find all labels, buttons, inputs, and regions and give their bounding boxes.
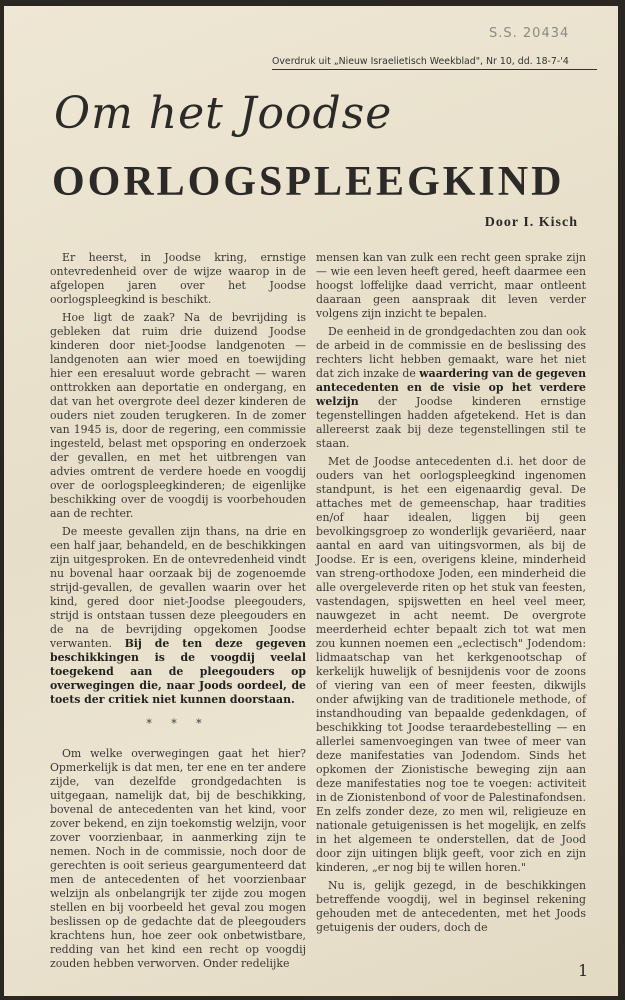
text: Met de Joodse antecedenten d.i. het door de ouders van het oorlogspleegkind ingenomen standpunt, is het een eigenaardig geval. De attaches met de gemeenschap, haar tradities en/of haar idealen, liggen bij geen bevolkingsgroep zo wonderlijk gevariëerd, naar aantal en aard van uitingsvormen, als bij de Joodse. Er is een, overigens kleine, minderheid van streng-orthodoxe Joden, een minderheid die alle overgeleverde riten op het stuk van feesten, vastendagen, spijswetten en heel veel meer, nauwgezet in acht neemt. De overgrote meerderheid echter bepaalt zich tot wat men zou kunnen noemen een „eclectisch" Jodendom: lidmaatschap van het kerkgenootschap of kerkelijk huwelijk of besnijdenis voor de zoons of viering van een of meer feesten, dikwijls onder afwijking van de traditionele methode, of instandhouding van bepaalde gedenkdagen, of beschikking tot Joodse teraardebestelling — en allerlei samenvoegingen van twee of meer van deze manifestaties van Jodendom. Sinds het opkomen der Zionistische beweging zijn aan deze manifestaties nog toe te voegen: activiteit in de Zionistenbond of voor de Palestinafondsen. En zelfs zonder deze, zo men wil, religieuze en nationale getuigenissen is het mogelijk, en zelfs in het algemeen te onderstellen, dat de Jood door zijn uitingen blijk geeft, voor zich en zijn kinderen, „er nog bij te willen horen." xyxy=(316,455,586,874)
title-line-1: Om het Joodse xyxy=(54,88,393,139)
paragraph xyxy=(316,455,586,875)
text: Hoe ligt de zaak? Na de bevrijding is gebleken dat ruim drie duizend Joodse kinderen door niet-Joodse landgenoten — landgenoten aan wier moed en toewijding hier een eresaluut worde gebracht — waren onttrokken aan deportatie en ondergang, en dat van het overgrote deel dezer kinderen de ouders niet zouden terugkeren. In de zomer van 1945 is, door de regering, een commissie ingesteld, belast met opsporing en onderzoek der gevallen, en met het uitbrengen van advies omtrent de verdere hoede en voogdij over de oorlogspleegkinderen; de eigenlijke beschikking over de voogdij is voorbehouden aan de rechter. xyxy=(50,311,306,520)
right-column xyxy=(316,251,586,935)
paragraph xyxy=(316,879,586,935)
text: Nu is, gelijk gezegd, in de beschikkingen betreffende voogdij, wel in beginsel rekening gehouden met de antecedenten, met het Joods getuigenis der ouders, doch de xyxy=(316,879,586,934)
text: De eenheid in de grondgedachten zou dan ook de arbeid in de commissie en de beslissing des rechters licht hebben gemaakt, ware het niet dat zich inzake de xyxy=(316,325,586,380)
author-byline: Door I. Kisch xyxy=(484,215,578,230)
bold-text: waardering van de gegeven antecedenten en de visie op het verdere welzijn xyxy=(316,367,586,408)
paragraph xyxy=(316,325,586,451)
paragraph xyxy=(50,525,306,707)
page-number: 1 xyxy=(578,961,589,980)
paragraph xyxy=(316,251,586,321)
left-column xyxy=(50,251,306,971)
bold-text: Bij de ten deze gegeven beschikkingen is de voogdij veelal toegekend aan de pleegouders op overwegingen die, naar Joods oordeel, de toets der critiek niet kunnen doorstaan. xyxy=(50,637,306,706)
archive-number: S.S. 20434 xyxy=(489,26,570,41)
section-break: * * * xyxy=(146,717,210,730)
text: De meeste gevallen zijn thans, na drie en een half jaar, behandeld, en de beschikkingen zijn uitgesproken. En de ontevredenheid vindt nu bovenal haar oorzaak bij de zogenoemde strijd-gevallen, de gevallen waarin over het kind, gered door niet-Joodse pleegouders, strijd is ontstaan tussen deze pleegouders en de na de bevrijding opgekomen Joodse verwanten. xyxy=(50,525,306,650)
text: Om welke overwegingen gaat het hier? Opmerkelijk is dat men, ter ene en ter andere zijde, van dezelfde grondgedachten is uitgegaan, namelijk dat, bij de beschikking, bovenal de antecedenten van het kind, voor zover bekend, en zijn toekomstig welzijn, voor zover voorzienbaar, in aanmerking zijn te nemen. Noch in de commissie, noch door de gerechten is ooit serieus geargumenteerd dat men de antecedenten of het voorzienbaar welzijn als onbelangrijk ter zijde zou mogen stellen en bij voorbeeld het geval zou mogen beslissen op de gedachte dat de pleegouders krachtens hun, hoe zeer ook onbetwistbare, redding van het kind een recht op voogdij zouden hebben verworven. Onder redelijke xyxy=(50,747,306,970)
title-line-2: OORLOGSPLEEGKIND xyxy=(52,159,565,205)
text: mensen kan van zulk een recht geen sprake zijn — wie een leven heeft gered, heeft daarmee een hoogst loffelijke daad verricht, maar ontleent daaraan geen aanspraak dit leven verder volgens zijn inzicht te bepalen. xyxy=(316,251,586,320)
text: der Joodse kinderen ernstige tegenstellingen hadden afgetekend. Het is dan allereerst zaak bij deze tegenstellingen stil te staan. xyxy=(316,395,586,450)
paragraph xyxy=(50,251,306,307)
paragraph xyxy=(50,311,306,521)
text: Er heerst, in Joodse kring, ernstige ontevredenheid over de wijze waarop in de afgelopen jaren over het Joodse oorlogspleegkind is beschikt. xyxy=(50,251,306,306)
paragraph xyxy=(50,747,306,971)
reprint-source-line: Overdruk uit „Nieuw Israelietisch Weekblad", Nr 10, dd. 18-7-'4 xyxy=(272,56,597,70)
